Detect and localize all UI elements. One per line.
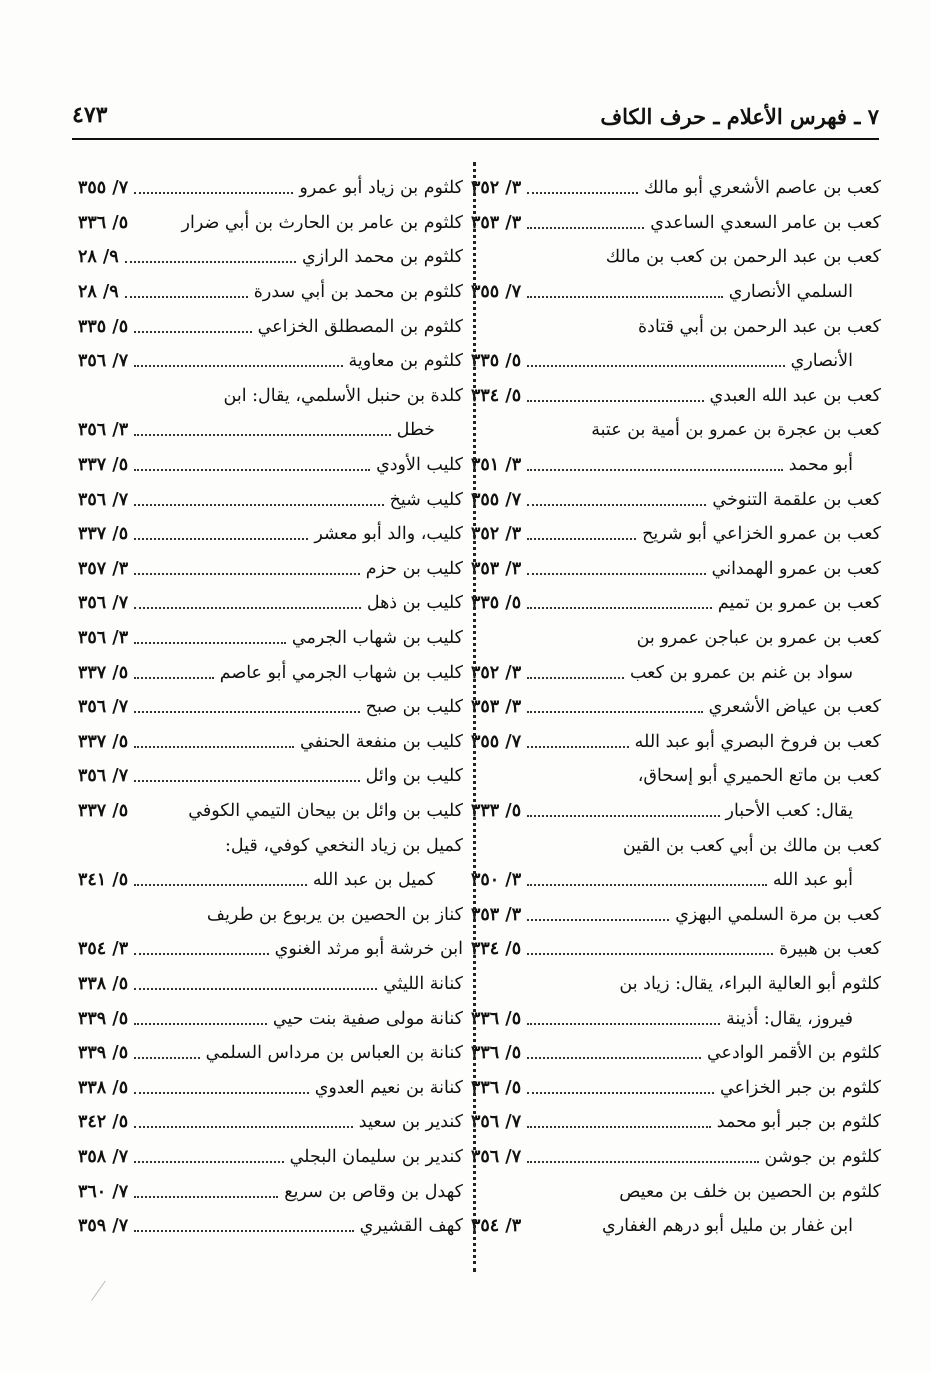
leader-dots [134, 988, 377, 990]
leader-dots [134, 573, 360, 575]
leader-dots [134, 884, 307, 886]
leader-dots [527, 1057, 701, 1059]
entry-reference: ٥/ ٣٣٥ [471, 593, 522, 614]
entry-reference: ٧/ ٣٥٩ [78, 1216, 129, 1237]
index-entry [471, 1174, 881, 1209]
entry-reference: ٥/ ٣٣٧ [78, 524, 129, 545]
entry-name: كلثوم بن الحصين بن خلف بن معيص [619, 1181, 881, 1202]
entry-reference: ٧/ ٣٥٨ [78, 1146, 129, 1167]
entry-name: كلثوم بن جبر الخزاعي [720, 1077, 881, 1098]
index-entry [471, 967, 881, 1002]
entry-reference: ٣/ ٣٥٦ [78, 628, 129, 649]
index-entry [471, 621, 881, 656]
entry-reference: ٥/ ٣٣٩ [78, 1008, 129, 1029]
index-entry [78, 759, 463, 794]
entry-reference: ٧/ ٣٥٦ [78, 697, 129, 718]
entry-reference: ٧/ ٣٥٥ [78, 178, 129, 199]
leader-dots [134, 192, 293, 194]
index-entry [471, 206, 881, 241]
entry-reference: ٣/ ٣٥٢ [471, 662, 522, 683]
index-entry [78, 1209, 463, 1244]
index-entry [471, 448, 881, 483]
leader-dots [527, 953, 773, 955]
leader-dots [134, 331, 251, 333]
leader-dots [527, 746, 629, 748]
entry-reference: ٧/ ٣٥٥ [471, 731, 522, 752]
leader-dots [134, 1126, 353, 1128]
index-entry [471, 517, 881, 552]
leader-dots [527, 1161, 758, 1163]
leader-dots [527, 607, 712, 609]
entry-name: فيروز، يقال: أذينة [726, 1008, 853, 1029]
index-entry [471, 586, 881, 621]
entry-reference: ٥/ ٣٣٧ [78, 662, 129, 683]
entry-name: كليب، والد أبو معشر [314, 524, 463, 545]
entry-name: كعب بن عامر السعدي الساعدي [650, 212, 881, 233]
entry-reference: ٣/ ٣٥٢ [471, 524, 522, 545]
entry-reference: ٧/ ٣٥٦ [78, 351, 129, 372]
index-column-right [471, 171, 881, 1243]
index-entry [78, 725, 463, 760]
index-entry [78, 240, 463, 275]
entry-name: كليب بن وائل بن بيحان التيمي الكوفي [188, 800, 463, 821]
entry-name: كندير بن سليمان البجلي [289, 1146, 463, 1167]
entry-name: كندير بن سعيد [358, 1112, 463, 1133]
index-entry [471, 1140, 881, 1175]
entry-name: كعب بن عمرو الخزاعي أبو شريح [642, 524, 881, 545]
entry-name: كلثوم بن الأقمر الوادعي [706, 1043, 881, 1064]
index-entry [471, 1001, 881, 1036]
index-entry [78, 586, 463, 621]
index-entry [471, 655, 881, 690]
leader-dots [134, 538, 308, 540]
page-header [72, 100, 879, 140]
leader-dots [527, 469, 783, 471]
index-entry [78, 448, 463, 483]
leader-dots [134, 504, 384, 506]
entry-name: كعب بن عمرو بن تميم [717, 593, 881, 614]
entry-name: كعب بن هبيرة [779, 939, 881, 960]
entry-name: كعب بن عياض الأشعري [708, 697, 881, 718]
leader-dots [134, 607, 361, 609]
entry-name: كليب بن منفعة الحنفي [299, 731, 463, 752]
entry-reference: ٧/ ٣٥٥ [471, 282, 522, 303]
index-entry [78, 897, 463, 932]
index-entry [471, 897, 881, 932]
entry-name: كنانة الليثي [383, 973, 463, 994]
leader-dots [134, 469, 370, 471]
entry-name: كعب بن عمرو بن عباجن عمرو بن [636, 628, 881, 649]
page-number: ٤٧٣ [72, 102, 108, 128]
entry-reference: ٣/ ٣٥٣ [471, 558, 522, 579]
entry-name: كعب بن علقمة التنوخي [712, 489, 881, 510]
leader-dots [527, 815, 719, 817]
entry-reference: ٣/ ٣٥٠ [471, 870, 522, 891]
index-entry [78, 863, 463, 898]
index-entry [78, 482, 463, 517]
index-entry [78, 828, 463, 863]
index-entry [471, 275, 881, 310]
leader-dots [527, 400, 703, 402]
index-entry [471, 1209, 881, 1244]
index-entry [78, 794, 463, 829]
entry-name: كلثوم بن جبر أبو محمد [716, 1112, 881, 1133]
index-entry [471, 552, 881, 587]
index-entry [78, 206, 463, 241]
leader-dots [527, 573, 706, 575]
leader-dots [134, 1196, 278, 1198]
leader-dots [134, 1230, 354, 1232]
entry-name: كهف القشيري [359, 1216, 463, 1237]
entry-name: كلثوم بن جوشن [764, 1146, 881, 1167]
index-entry [78, 1105, 463, 1140]
index-entry [78, 344, 463, 379]
entry-reference: ٥/ ٣٣٣ [471, 800, 522, 821]
entry-name: كلثوم بن محمد الرازي [302, 247, 463, 268]
entry-name: كلثوم بن معاوية [348, 351, 463, 372]
index-entry [471, 344, 881, 379]
entry-name: كنانة مولى صفية بنت حيي [272, 1008, 463, 1029]
leader-dots [527, 884, 767, 886]
index-entry [78, 517, 463, 552]
leader-dots [134, 642, 286, 644]
leader-dots [527, 227, 644, 229]
column-divider [473, 162, 476, 1272]
index-entry [471, 379, 881, 414]
leader-dots [134, 780, 360, 782]
leader-dots [134, 365, 342, 367]
entry-reference: ٥/ ٣٣٦ [471, 1077, 522, 1098]
entry-reference: ٧/ ٣٥٦ [471, 1146, 522, 1167]
entry-name: كعب بن مالك بن أبي كعب بن القين [622, 835, 881, 856]
entry-name: كميل بن زياد النخعي كوفي، قيل: [224, 835, 463, 856]
entry-name: كميل بن عبد الله [312, 870, 435, 891]
leader-dots [134, 677, 214, 679]
entry-name: كليب بن شهاب الجرمي [291, 628, 463, 649]
index-entry [78, 1140, 463, 1175]
entry-name: كليب بن صبح [365, 697, 463, 718]
entry-name: أبو عبد الله [772, 870, 853, 891]
index-entry [78, 379, 463, 414]
entry-reference: ٧/ ٣٥٦ [78, 593, 129, 614]
entry-reference: ٧/ ٣٦٠ [78, 1181, 129, 1202]
entry-reference: ٥/ ٣٣٥ [78, 316, 129, 337]
index-entry [78, 171, 463, 206]
entry-reference: ٥/ ٣٣٧ [78, 800, 129, 821]
entry-reference: ٧/ ٣٥٦ [471, 1112, 522, 1133]
entry-name: كعب بن عبد الله العبدي [709, 385, 881, 406]
index-entry [471, 759, 881, 794]
leader-dots [134, 434, 390, 436]
entry-name: سواد بن غنم بن عمرو بن كعب [629, 662, 853, 683]
entry-reference: ٥/ ٣٣٨ [78, 1077, 129, 1098]
entry-reference: ٣/ ٣٥٤ [78, 939, 129, 960]
index-entry [471, 1070, 881, 1105]
leader-dots [527, 677, 624, 679]
entry-name: كعب بن عجرة بن عمرو بن أمية بن عتبة [591, 420, 881, 441]
entry-reference: ٥/ ٣٤١ [78, 870, 129, 891]
index-entry [78, 1070, 463, 1105]
entry-reference: ٥/ ٣٣٤ [471, 939, 522, 960]
leader-dots [527, 1126, 711, 1128]
leader-dots [527, 192, 638, 194]
entry-reference: ٥/ ٣٣٧ [78, 731, 129, 752]
running-title: ٧ ـ فهرس الأعلام ـ حرف الكاف [600, 104, 879, 129]
leader-dots [527, 919, 669, 921]
index-entry [78, 552, 463, 587]
entry-name: كليب شيخ [389, 489, 463, 510]
index-entry [78, 655, 463, 690]
entry-name: السلمي الأنصاري [728, 282, 853, 303]
index-entry [78, 275, 463, 310]
entry-reference: ٣/ ٣٥٧ [78, 558, 129, 579]
leader-dots [134, 1023, 267, 1025]
entry-reference: ٥/ ٣٣٦ [471, 1008, 522, 1029]
leader-dots [134, 1161, 284, 1163]
entry-name: كعب بن عبد الرحمن بن أبي قتادة [638, 316, 881, 337]
leader-dots [527, 1092, 714, 1094]
leader-dots [134, 1092, 309, 1094]
leader-dots [527, 538, 636, 540]
leader-dots [527, 1023, 720, 1025]
index-entry [471, 413, 881, 448]
entry-reference: ٥/ ٣٣٩ [78, 1043, 129, 1064]
entry-name: كنانة بن نعيم العدوي [314, 1077, 463, 1098]
index-entry [471, 794, 881, 829]
entry-name: كعب بن فروخ البصري أبو عبد الله [634, 731, 881, 752]
index-entry [78, 1036, 463, 1071]
index-entry [471, 863, 881, 898]
entry-name: كعب بن عبد الرحمن بن كعب بن مالك [605, 247, 881, 268]
leader-dots [125, 261, 296, 263]
entry-reference: ٧/ ٣٥٦ [78, 489, 129, 510]
entry-name: كهدل بن وقاص بن سريع [284, 1181, 463, 1202]
leader-dots [527, 711, 703, 713]
entry-reference: ٥/ ٣٣٧ [78, 455, 129, 476]
entry-name: الأنصاري [790, 351, 853, 372]
entry-reference: ٣/ ٣٥٤ [471, 1216, 522, 1237]
entry-reference: ٥/ ٣٣٦ [471, 1043, 522, 1064]
entry-name: كعب بن مرة السلمي البهزي [675, 904, 881, 925]
entry-reference: ٣/ ٣٥٢ [471, 178, 522, 199]
entry-name: يقال: كعب الأحبار [725, 800, 853, 821]
entry-reference: ٣/ ٣٥٣ [471, 212, 522, 233]
entry-name: خطل [396, 420, 435, 441]
index-entry [78, 690, 463, 725]
entry-reference: ٥/ ٣٣٤ [471, 385, 522, 406]
index-entry [78, 1001, 463, 1036]
index-entry [471, 171, 881, 206]
entry-name: كلثوم أبو العالية البراء، يقال: زياد بن [619, 973, 881, 994]
entry-reference: ٣/ ٣٥٣ [471, 904, 522, 925]
entry-name: كلثوم بن عامر بن الحارث بن أبي ضرار [181, 212, 463, 233]
entry-reference: ٥/ ٣٤٢ [78, 1112, 129, 1133]
index-entry [78, 621, 463, 656]
index-entry [78, 309, 463, 344]
index-entry [471, 690, 881, 725]
entry-reference: ٣/ ٣٥٣ [471, 697, 522, 718]
index-entry [471, 828, 881, 863]
entry-name: كنانة بن العباس بن مرداس السلمي [205, 1043, 463, 1064]
entry-reference: ٥/ ٣٣٦ [78, 212, 129, 233]
index-entry [78, 413, 463, 448]
index-entry [471, 240, 881, 275]
pen-mark [91, 1281, 124, 1314]
leader-dots [527, 504, 706, 506]
index-entry [471, 1036, 881, 1071]
entry-reference: ٩/ ٢٨ [78, 282, 119, 303]
index-entry [471, 725, 881, 760]
entry-name: كليب بن حزم [365, 558, 463, 579]
entry-name: أبو محمد [788, 455, 853, 476]
entry-name: كلدة بن حنبل الأسلمي، يقال: ابن [223, 385, 463, 406]
entry-name: كليب بن شهاب الجرمي أبو عاصم [219, 662, 463, 683]
index-column-left [78, 171, 463, 1243]
index-entry [471, 932, 881, 967]
index-entry [78, 1174, 463, 1209]
leader-dots [134, 711, 360, 713]
entry-name: كعب بن ماتع الحميري أبو إسحاق، [637, 766, 881, 787]
entry-name: كليب الأودي [376, 455, 463, 476]
entry-name: كناز بن الحصين بن يربوع بن طريف [206, 904, 463, 925]
index-entry [78, 932, 463, 967]
entry-reference: ٩/ ٢٨ [78, 247, 119, 268]
leader-dots [134, 746, 294, 748]
entry-name: ابن خرشة أبو مرثد الغنوي [274, 939, 463, 960]
leader-dots [125, 296, 248, 298]
entry-name: ابن غفار بن مليل أبو درهم الغفاري [602, 1216, 853, 1237]
leader-dots [527, 296, 723, 298]
leader-dots [134, 953, 269, 955]
entry-reference: ٧/ ٣٥٦ [78, 766, 129, 787]
entry-reference: ٥/ ٣٣٨ [78, 973, 129, 994]
entry-name: كلثوم بن زياد أبو عمرو [299, 178, 463, 199]
index-entry [471, 482, 881, 517]
entry-name: كعب بن عمرو الهمداني [711, 558, 881, 579]
leader-dots [134, 1057, 200, 1059]
entry-reference: ٧/ ٣٥٥ [471, 489, 522, 510]
entry-name: كلثوم بن محمد بن أبي سدرة [253, 282, 463, 303]
entry-reference: ٣/ ٣٥١ [471, 455, 522, 476]
entry-reference: ٥/ ٣٣٥ [471, 351, 522, 372]
index-entry [471, 309, 881, 344]
entry-name: كليب بن وائل [365, 766, 463, 787]
entry-name: كلثوم بن المصطلق الخزاعي [257, 316, 463, 337]
entry-name: كليب بن ذهل [366, 593, 463, 614]
index-entry [471, 1105, 881, 1140]
entry-reference: ٣/ ٣٥٦ [78, 420, 129, 441]
entry-name: كعب بن عاصم الأشعري أبو مالك [643, 178, 881, 199]
index-entry [78, 967, 463, 1002]
leader-dots [527, 365, 785, 367]
